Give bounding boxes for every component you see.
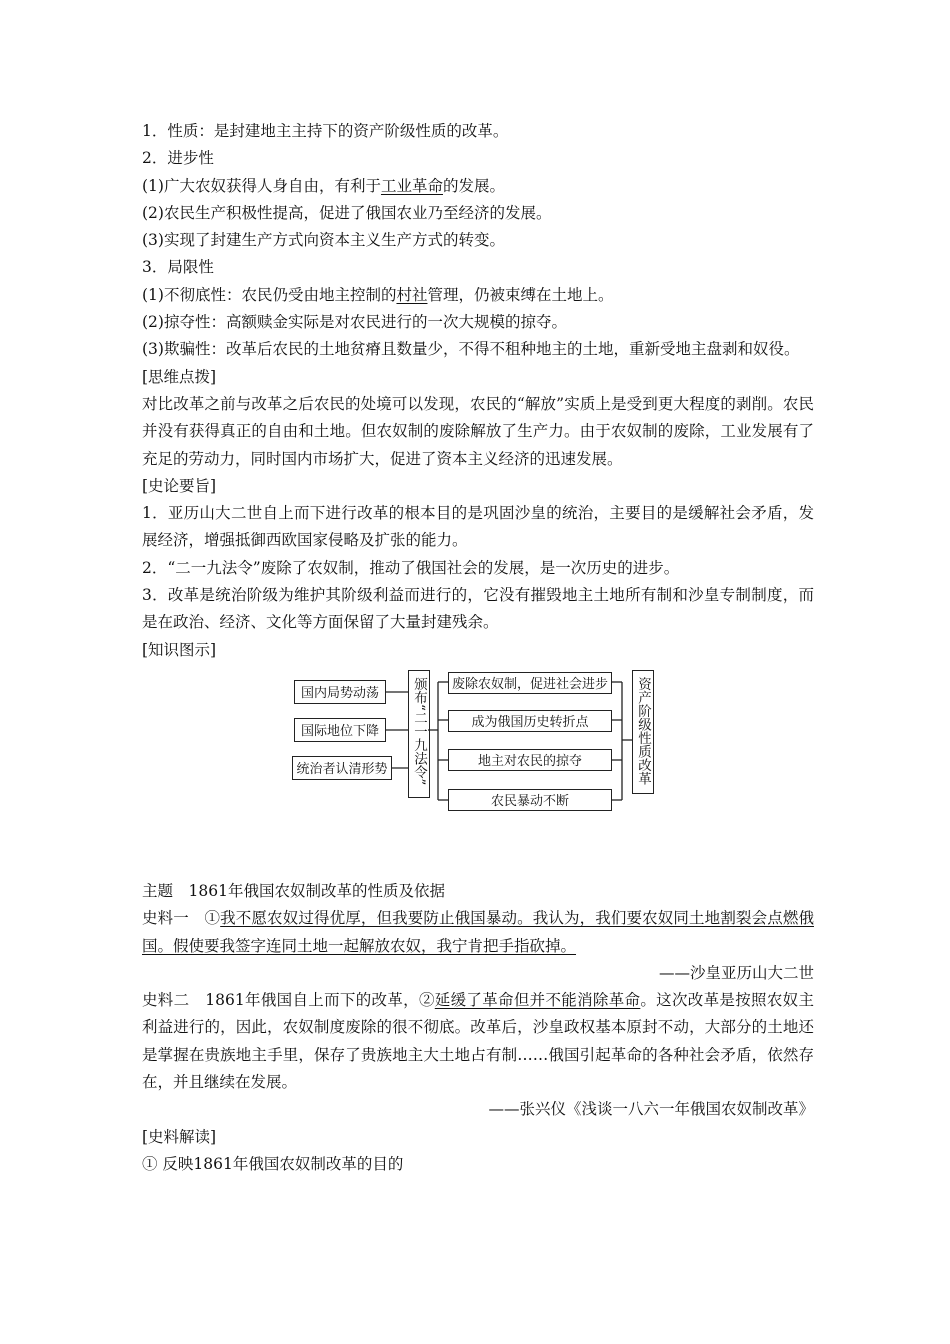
underlined-term: 工业革命 xyxy=(380,176,443,195)
thinking-heading: [思维点拨] xyxy=(142,367,217,386)
effect-peasant-riots: 农民暴动不断 xyxy=(448,789,612,811)
thinking-paragraph: 对比改革之前与改革之后农民的处境可以发现，农民的“解放”实质上是受到更大程度的剥削。农民并没有获得真正的自由和土地。但农奴制的废除解放了生产力。由于农奴制的废除，工业发展有了充足的劳动力，同时国内市场扩大，促进了资本主义经济的迅速发展。 xyxy=(142,394,814,468)
limits-item-3: (3)欺骗性：改革后农民的土地贫瘠且数量少，不得不租种地主的土地，重新受地主盘剥和奴役。 xyxy=(142,340,800,359)
center-decree-text: 颁布“二一九法令” xyxy=(411,676,427,786)
knowledge-diagram xyxy=(142,670,814,830)
cause-rulers-realize: 统治者认清形势 xyxy=(292,756,392,780)
effect-abolish-serfdom: 废除农奴制，促进社会进步 xyxy=(448,672,612,694)
progress-item-2: (2)农民生产积极性提高，促进了俄国农业乃至经济的发展。 xyxy=(142,203,552,222)
source-two-attribution: ——张兴仪《浅谈一八六一年俄国农奴制改革》 xyxy=(488,1100,814,1119)
nature-line: 1．性质：是封建地主主持下的资产阶级性质的改革。 xyxy=(142,122,509,140)
source-one: 史料一 ①我不愿农奴过得优厚，但我要防止俄国暴动。我认为，我们要农奴同土地割裂会点燃俄国。假使要我签字连同土地一起解放农奴，我宁肯把手指砍掉。 xyxy=(142,909,814,955)
center-decree-box xyxy=(408,670,430,798)
reading-heading: [史料解读] xyxy=(142,1127,217,1146)
document-page xyxy=(142,118,814,1178)
key-point-1: 1．亚历山大二世自上而下进行改革的根本目的是巩固沙皇的统治，主要目的是缓解社会矛盾，发展经济，增强抵御西欧国家侵略及扩张的能力。 xyxy=(142,504,814,550)
cause-domestic-unrest: 国内局势动荡 xyxy=(294,680,386,704)
key-point-3: 3．改革是统治阶级为维护其阶级利益而进行的，它没有摧毁地主土地所有制和沙皇专制制度，而是在政治、经济、文化等方面保留了大量封建残余。 xyxy=(142,586,814,632)
progress-item-3: (3)实现了封建生产方式向资本主义生产方式的转变。 xyxy=(142,231,505,250)
progress-heading: 2．进步性 xyxy=(142,149,214,168)
source-two-underline: 延缓了革命但并不能消除革命 xyxy=(434,991,641,1010)
source-one-attribution: ——沙皇亚历山大二世 xyxy=(658,963,814,982)
limits-heading: 3．局限性 xyxy=(142,258,214,277)
result-box xyxy=(632,670,654,794)
reading-item-1: ① 反映1861年俄国农奴制改革的目的 xyxy=(142,1154,404,1173)
progress-item-1: (1)广大农奴获得人身自由，有利于工业革命的发展。 xyxy=(142,176,505,195)
result-text: 资产阶级性质改革 xyxy=(635,676,651,785)
effect-landlord-plunder: 地主对农民的掠夺 xyxy=(448,749,612,771)
limits-item-2: (2)掠夺性：高额赎金实际是对农民进行的一次大规模的掠夺。 xyxy=(142,313,567,332)
key-point-2: 2．“二一九法令”废除了农奴制，推动了俄国社会的发展，是一次历史的进步。 xyxy=(142,558,680,577)
cause-international-decline: 国际地位下降 xyxy=(294,718,386,742)
source-two: 史料二 1861年俄国自上而下的改革，②延缓了革命但并不能消除革命。这次改革是按照农奴主利益进行的，因此，农奴制度废除的很不彻底。改革后，沙皇政权基本原封不动，大部分的土地还是掌握在贵族地主手里，保存了贵族地主大土地占有制……俄国引起革命的各种社会矛盾，依然存在，并且继续在发展。 xyxy=(142,991,814,1092)
source-one-quote: 我不愿农奴过得优厚，但我要防止俄国暴动。我认为，我们要农奴同土地割裂会点燃俄国。假使要我签字连同土地一起解放农奴，我宁肯把手指砍掉。 xyxy=(142,909,814,955)
limits-item-1: (1)不彻底性：农民仍受由地主控制的村社管理，仍被束缚在土地上。 xyxy=(142,285,614,304)
underlined-term: 村社 xyxy=(396,285,428,304)
diagram-heading: [知识图示] xyxy=(142,640,217,659)
key-points-heading: [史论要旨] xyxy=(142,476,217,495)
topic-title: 主题 1861年俄国农奴制改革的性质及依据 xyxy=(142,881,445,900)
effect-turning-point: 成为俄国历史转折点 xyxy=(448,710,612,732)
